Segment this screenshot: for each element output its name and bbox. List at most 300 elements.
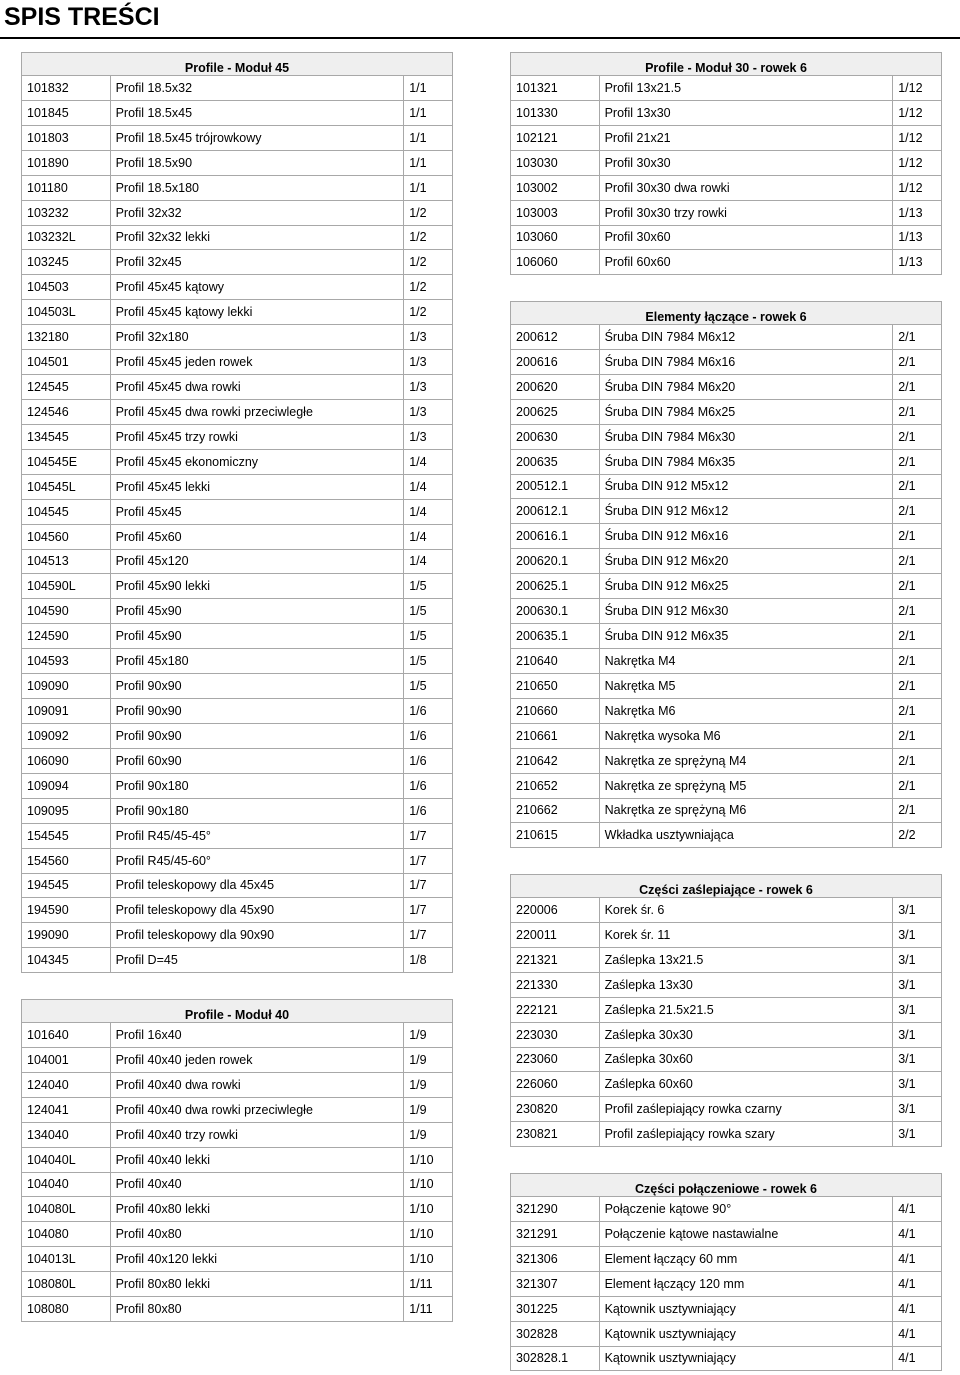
page-ref: 1/13 — [898, 255, 923, 270]
page-ref: 1/3 — [409, 404, 427, 419]
item-name: Kątownik usztywniający — [600, 1297, 894, 1321]
item-name: Śruba DIN 912 M6x25 — [600, 574, 894, 598]
page-ref: 1/10 — [409, 1152, 434, 1167]
table-row — [510, 574, 942, 599]
item-name: Nakrętka ze sprężyną M5 — [600, 774, 894, 798]
table-row — [510, 898, 942, 923]
table-row — [21, 350, 453, 375]
item-code: 104503 — [22, 275, 111, 299]
item-name: Profil 90x180 — [111, 774, 405, 798]
page-ref: 4/1 — [898, 1326, 916, 1341]
page-ref: 1/9 — [409, 1077, 427, 1092]
table-row — [21, 450, 453, 475]
item-name: Profil 13x21.5 — [600, 76, 894, 100]
table-row — [21, 1197, 453, 1222]
item-code: 210650 — [511, 674, 600, 698]
page-ref: 1/3 — [409, 380, 427, 395]
table-row — [510, 176, 942, 201]
table-row — [21, 898, 453, 923]
table-row — [21, 874, 453, 899]
page-ref: 4/1 — [898, 1301, 916, 1316]
page-ref: 1/2 — [409, 305, 427, 320]
table-row — [21, 699, 453, 724]
section-header: Profile - Moduł 30 - rowek 6 — [510, 52, 942, 76]
page-ref: 3/1 — [898, 902, 916, 917]
item-code: 109095 — [22, 799, 111, 823]
page-ref: 1/10 — [409, 1252, 434, 1267]
item-code: 109094 — [22, 774, 111, 798]
item-code: 154545 — [22, 824, 111, 848]
table-row — [21, 525, 453, 550]
item-code: 106090 — [22, 749, 111, 773]
item-name: Nakrętka wysoka M6 — [600, 724, 894, 748]
item-name: Profil 32x32 lekki — [111, 226, 405, 250]
page-ref: 1/13 — [898, 205, 923, 220]
item-name: Profil teleskopowy dla 90x90 — [111, 923, 405, 947]
table-row — [510, 973, 942, 998]
item-code: 104503L — [22, 300, 111, 324]
item-code: 200625.1 — [511, 574, 600, 598]
page-ref: 3/1 — [898, 1027, 916, 1042]
table-row — [21, 475, 453, 500]
table-row — [510, 126, 942, 151]
item-name: Śruba DIN 912 M6x12 — [600, 499, 894, 523]
table-row — [510, 1272, 942, 1297]
item-code: 104080L — [22, 1197, 111, 1221]
page-ref: 3/1 — [898, 1077, 916, 1092]
item-name: Śruba DIN 7984 M6x35 — [600, 450, 894, 474]
page-ref: 1/7 — [409, 903, 427, 918]
item-code: 200620 — [511, 375, 600, 399]
table-row — [21, 774, 453, 799]
item-code: 101845 — [22, 101, 111, 125]
item-name: Profil 90x90 — [111, 674, 405, 698]
table-row — [21, 325, 453, 350]
table-row — [510, 823, 942, 848]
page-ref: 1/5 — [409, 654, 427, 669]
item-code: 200635.1 — [511, 624, 600, 648]
item-code: 220006 — [511, 898, 600, 922]
item-name: Nakrętka ze sprężyną M4 — [600, 749, 894, 773]
table-row — [21, 550, 453, 575]
table-row — [510, 774, 942, 799]
page-ref: 2/1 — [898, 629, 916, 644]
item-code: 223030 — [511, 1023, 600, 1047]
table-row — [510, 499, 942, 524]
table-row — [21, 1023, 453, 1048]
item-name: Profil 18.5x180 — [111, 176, 405, 200]
page-ref: 1/4 — [409, 454, 427, 469]
item-code: 104560 — [22, 525, 111, 549]
table-row — [510, 1347, 942, 1372]
table-row — [510, 350, 942, 375]
item-code: 200630 — [511, 425, 600, 449]
item-code: 103245 — [22, 250, 111, 274]
item-name: Nakrętka M6 — [600, 699, 894, 723]
item-code: 104013L — [22, 1247, 111, 1271]
item-name: Kątownik usztywniający — [600, 1322, 894, 1346]
section-header: Profile - Moduł 40 — [21, 999, 453, 1023]
table-row — [21, 624, 453, 649]
table-row — [21, 425, 453, 450]
table-row — [21, 176, 453, 201]
item-code: 103060 — [511, 226, 600, 250]
page-ref: 1/9 — [409, 1127, 427, 1142]
table-row — [510, 1097, 942, 1122]
item-code: 210661 — [511, 724, 600, 748]
section-czesci-zaslepiajace — [510, 874, 942, 1147]
item-code: 200630.1 — [511, 599, 600, 623]
item-code: 200512.1 — [511, 475, 600, 499]
item-code: 221330 — [511, 973, 600, 997]
section-profile-modul-40 — [21, 999, 453, 1322]
page-ref: 2/1 — [898, 529, 916, 544]
table-row — [21, 1222, 453, 1247]
item-name: Profil 45x180 — [111, 649, 405, 673]
item-code: 108080L — [22, 1272, 111, 1296]
page-ref: 1/6 — [409, 778, 427, 793]
item-code: 154560 — [22, 849, 111, 873]
page-ref: 1/3 — [409, 330, 427, 345]
item-name: Profil 32x32 — [111, 201, 405, 225]
item-code: 199090 — [22, 923, 111, 947]
item-name: Śruba DIN 912 M5x12 — [600, 475, 894, 499]
item-name: Profil teleskopowy dla 45x45 — [111, 874, 405, 898]
item-name: Profil 45x45 lekki — [111, 475, 405, 499]
item-name: Nakrętka M5 — [600, 674, 894, 698]
item-name: Profil 40x80 lekki — [111, 1197, 405, 1221]
page-ref: 2/1 — [898, 604, 916, 619]
table-row — [510, 1048, 942, 1073]
page-ref: 2/1 — [898, 379, 916, 394]
table-row — [21, 1297, 453, 1322]
item-name: Profil 90x90 — [111, 699, 405, 723]
page-ref: 3/1 — [898, 952, 916, 967]
item-name: Profil R45/45-45° — [111, 824, 405, 848]
item-code: 194590 — [22, 898, 111, 922]
item-name: Profil 45x45 trzy rowki — [111, 425, 405, 449]
table-row — [510, 450, 942, 475]
item-name: Zaślepka 60x60 — [600, 1072, 894, 1096]
item-code: 104545L — [22, 475, 111, 499]
table-row — [21, 400, 453, 425]
table-row — [510, 524, 942, 549]
page-ref: 1/13 — [898, 230, 923, 245]
page-ref: 1/5 — [409, 579, 427, 594]
page-ref: 1/9 — [409, 1102, 427, 1117]
item-name: Profil 13x30 — [600, 101, 894, 125]
item-name: Profil 45x45 kątowy lekki — [111, 300, 405, 324]
table-row — [510, 674, 942, 699]
item-name: Profil 45x45 kątowy — [111, 275, 405, 299]
table-row — [510, 549, 942, 574]
section-header: Części połączeniowe - rowek 6 — [510, 1173, 942, 1197]
page-ref: 1/9 — [409, 1027, 427, 1042]
item-name: Profil 40x40 dwa rowki — [111, 1073, 405, 1097]
page-ref: 2/1 — [898, 504, 916, 519]
item-name: Profil 40x80 — [111, 1222, 405, 1246]
item-code: 200612.1 — [511, 499, 600, 523]
page-ref: 1/12 — [898, 80, 923, 95]
table-row — [510, 923, 942, 948]
page-ref: 3/1 — [898, 977, 916, 992]
page-ref: 2/1 — [898, 329, 916, 344]
item-code: 101321 — [511, 76, 600, 100]
item-code: 302828.1 — [511, 1347, 600, 1371]
item-name: Profil 60x90 — [111, 749, 405, 773]
table-row — [510, 1247, 942, 1272]
table-row — [510, 400, 942, 425]
page-ref: 1/7 — [409, 828, 427, 843]
table-row — [510, 599, 942, 624]
item-name: Zaślepka 21.5x21.5 — [600, 998, 894, 1022]
item-code: 124041 — [22, 1098, 111, 1122]
item-code: 104345 — [22, 948, 111, 972]
item-name: Profil 45x45 jeden rowek — [111, 350, 405, 374]
table-row — [21, 799, 453, 824]
page-ref: 1/3 — [409, 429, 427, 444]
item-name: Profil 80x80 — [111, 1297, 405, 1321]
item-code: 223060 — [511, 1048, 600, 1072]
page-ref: 1/5 — [409, 604, 427, 619]
item-name: Zaślepka 13x30 — [600, 973, 894, 997]
table-row — [510, 749, 942, 774]
page-ref: 1/5 — [409, 679, 427, 694]
page-ref: 1/5 — [409, 629, 427, 644]
page-ref: 1/1 — [409, 105, 427, 120]
item-code: 104513 — [22, 550, 111, 574]
item-name: Śruba DIN 912 M6x20 — [600, 549, 894, 573]
table-row — [21, 250, 453, 275]
table-row — [510, 1072, 942, 1097]
table-row — [21, 1272, 453, 1297]
item-name: Profil 16x40 — [111, 1023, 405, 1047]
item-code: 220011 — [511, 923, 600, 947]
table-row — [21, 1247, 453, 1272]
item-code: 301225 — [511, 1297, 600, 1321]
item-name: Profil 18.5x90 — [111, 151, 405, 175]
item-name: Profil 45x45 dwa rowki przeciwległe — [111, 400, 405, 424]
item-name: Element łączący 120 mm — [600, 1272, 894, 1296]
item-name: Profil 45x120 — [111, 550, 405, 574]
page-ref: 1/10 — [409, 1227, 434, 1242]
section-czesci-polaczeniowe — [510, 1173, 942, 1371]
table-row — [21, 824, 453, 849]
item-code: 104080 — [22, 1222, 111, 1246]
table-row — [21, 1148, 453, 1173]
table-row — [21, 1098, 453, 1123]
item-name: Profil 40x40 trzy rowki — [111, 1123, 405, 1147]
page-ref: 2/1 — [898, 479, 916, 494]
item-name: Profil 32x45 — [111, 250, 405, 274]
item-code: 124546 — [22, 400, 111, 424]
item-code: 210660 — [511, 699, 600, 723]
item-name: Profil 80x80 lekki — [111, 1272, 405, 1296]
section-profile-modul-45 — [21, 52, 453, 973]
page-ref: 3/1 — [898, 927, 916, 942]
item-code: 109090 — [22, 674, 111, 698]
item-name: Profil 30x60 — [600, 226, 894, 250]
item-code: 210662 — [511, 799, 600, 823]
page-ref: 1/7 — [409, 928, 427, 943]
item-code: 210640 — [511, 649, 600, 673]
item-name: Profil 21x21 — [600, 126, 894, 150]
item-code: 230820 — [511, 1097, 600, 1121]
table-row — [510, 1297, 942, 1322]
item-name: Korek śr. 11 — [600, 923, 894, 947]
section-header: Elementy łączące - rowek 6 — [510, 301, 942, 325]
page-ref: 1/3 — [409, 355, 427, 370]
item-name: Nakrętka ze sprężyną M6 — [600, 799, 894, 823]
table-row — [510, 624, 942, 649]
item-code: 104040 — [22, 1173, 111, 1197]
item-name: Profil 40x40 lekki — [111, 1148, 405, 1172]
page-ref: 2/1 — [898, 429, 916, 444]
table-row — [21, 226, 453, 251]
item-code: 104590L — [22, 574, 111, 598]
item-name: Śruba DIN 7984 M6x12 — [600, 325, 894, 349]
item-name: Połączenie kątowe nastawialne — [600, 1222, 894, 1246]
item-code: 134040 — [22, 1123, 111, 1147]
table-row — [510, 101, 942, 126]
table-row — [510, 250, 942, 275]
page-ref: 1/1 — [409, 130, 427, 145]
item-name: Profil 90x180 — [111, 799, 405, 823]
item-code: 321291 — [511, 1222, 600, 1246]
page-ref: 4/1 — [898, 1351, 916, 1366]
page-ref: 3/1 — [898, 1002, 916, 1017]
page-ref: 4/1 — [898, 1276, 916, 1291]
page-ref: 1/12 — [898, 130, 923, 145]
table-row — [510, 1322, 942, 1347]
table-row — [510, 226, 942, 251]
table-row — [510, 325, 942, 350]
page-ref: 1/10 — [409, 1202, 434, 1217]
item-name: Profil 45x45 — [111, 500, 405, 524]
page-ref: 2/1 — [898, 753, 916, 768]
page-ref: 2/1 — [898, 703, 916, 718]
item-name: Profil 45x45 ekonomiczny — [111, 450, 405, 474]
item-code: 321307 — [511, 1272, 600, 1296]
item-code: 103030 — [511, 151, 600, 175]
table-row — [510, 1023, 942, 1048]
page-ref: 2/1 — [898, 354, 916, 369]
item-code: 109091 — [22, 699, 111, 723]
page-ref: 1/6 — [409, 728, 427, 743]
item-code: 109092 — [22, 724, 111, 748]
table-row — [510, 948, 942, 973]
item-name: Kątownik usztywniający — [600, 1347, 894, 1371]
item-code: 101803 — [22, 126, 111, 150]
table-row — [21, 500, 453, 525]
item-code: 103003 — [511, 201, 600, 225]
page-ref: 1/4 — [409, 554, 427, 569]
item-code: 104001 — [22, 1048, 111, 1072]
page-ref: 1/11 — [409, 1277, 433, 1292]
table-row — [510, 1197, 942, 1222]
page-ref: 1/6 — [409, 803, 427, 818]
item-code: 104593 — [22, 649, 111, 673]
item-code: 200612 — [511, 325, 600, 349]
item-code: 103002 — [511, 176, 600, 200]
page-ref: 1/2 — [409, 255, 427, 270]
item-code: 102121 — [511, 126, 600, 150]
item-name: Śruba DIN 912 M6x30 — [600, 599, 894, 623]
item-name: Profil 40x120 lekki — [111, 1247, 405, 1271]
page-ref: 1/2 — [409, 205, 427, 220]
item-name: Profil zaślepiający rowka szary — [600, 1122, 894, 1146]
section-profile-modul-30 — [510, 52, 942, 275]
item-code: 103232L — [22, 226, 111, 250]
page-ref: 1/12 — [898, 155, 923, 170]
item-name: Śruba DIN 912 M6x16 — [600, 524, 894, 548]
table-row — [21, 849, 453, 874]
table-row — [510, 1222, 942, 1247]
item-code: 321306 — [511, 1247, 600, 1271]
table-row — [21, 300, 453, 325]
item-code: 132180 — [22, 325, 111, 349]
title-divider — [0, 37, 960, 39]
item-code: 106060 — [511, 250, 600, 274]
item-code: 222121 — [511, 998, 600, 1022]
page-ref: 2/1 — [898, 404, 916, 419]
page-ref: 2/1 — [898, 778, 916, 793]
item-code: 221321 — [511, 948, 600, 972]
item-code: 104040L — [22, 1148, 111, 1172]
item-code: 103232 — [22, 201, 111, 225]
item-name: Element łączący 60 mm — [600, 1247, 894, 1271]
item-name: Profil zaślepiający rowka czarny — [600, 1097, 894, 1121]
table-row — [21, 923, 453, 948]
item-code: 104545 — [22, 500, 111, 524]
item-name: Wkładka usztywniająca — [600, 823, 894, 847]
table-row — [510, 799, 942, 824]
item-name: Profil 18.5x45 — [111, 101, 405, 125]
item-code: 321290 — [511, 1197, 600, 1221]
item-name: Profil teleskopowy dla 45x90 — [111, 898, 405, 922]
section-header: Części zaślepiające - rowek 6 — [510, 874, 942, 898]
item-name: Nakrętka M4 — [600, 649, 894, 673]
table-row — [21, 275, 453, 300]
section-header: Profile - Moduł 45 — [21, 52, 453, 76]
item-name: Śruba DIN 7984 M6x30 — [600, 425, 894, 449]
item-name: Profil 32x180 — [111, 325, 405, 349]
item-code: 101640 — [22, 1023, 111, 1047]
page-ref: 1/9 — [409, 1052, 427, 1067]
section-elementy-laczace — [510, 301, 942, 848]
item-code: 200620.1 — [511, 549, 600, 573]
page-ref: 2/1 — [898, 579, 916, 594]
table-row — [21, 201, 453, 226]
item-name: Profil 30x30 — [600, 151, 894, 175]
table-row — [510, 201, 942, 226]
table-row — [21, 1073, 453, 1098]
table-row — [21, 674, 453, 699]
item-code: 108080 — [22, 1297, 111, 1321]
table-row — [510, 649, 942, 674]
page-ref: 2/1 — [898, 803, 916, 818]
page-ref: 1/4 — [409, 504, 427, 519]
page-ref: 3/1 — [898, 1052, 916, 1067]
page-ref: 2/1 — [898, 653, 916, 668]
page-ref: 1/6 — [409, 753, 427, 768]
item-name: Profil 45x60 — [111, 525, 405, 549]
page-ref: 1/2 — [409, 230, 427, 245]
item-name: Połączenie kątowe 90° — [600, 1197, 894, 1221]
page-ref: 2/1 — [898, 678, 916, 693]
item-code: 104501 — [22, 350, 111, 374]
table-row — [510, 375, 942, 400]
